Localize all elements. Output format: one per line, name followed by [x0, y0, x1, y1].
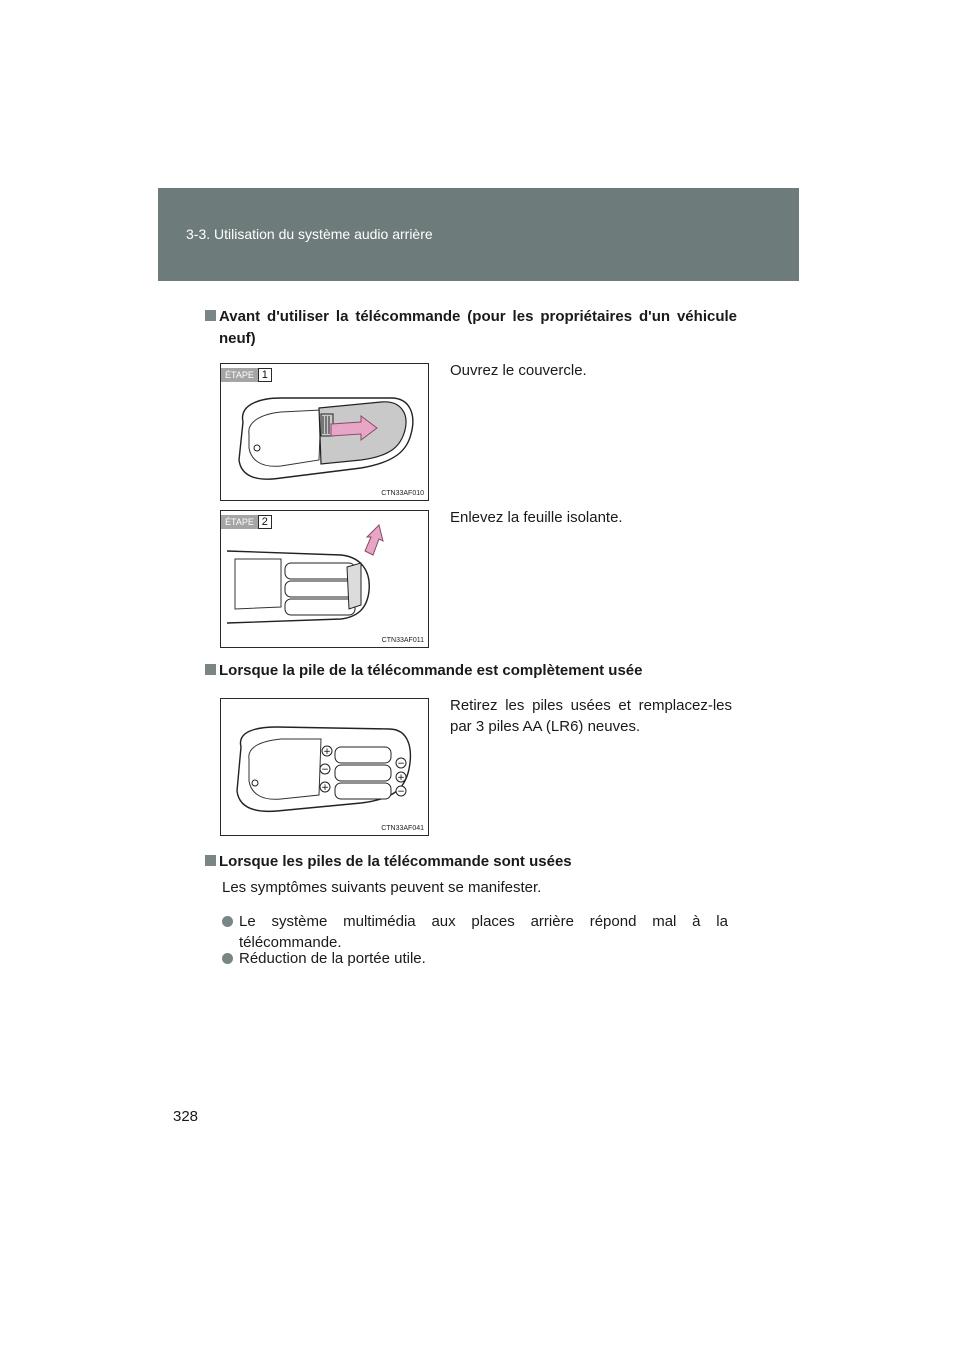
section-batteries-used [205, 851, 737, 873]
symptom-text: Réduction de la portée utile. [239, 950, 426, 967]
svg-text:+: + [321, 783, 329, 793]
svg-text:−: − [321, 765, 329, 775]
square-bullet-icon [205, 855, 216, 866]
remote-open-cover-illustration [221, 364, 428, 500]
step-badge [221, 368, 272, 382]
chapter-title: 3-3. Utilisation du système audio arrière [186, 226, 433, 242]
svg-text:−: − [397, 787, 405, 797]
symptom-item [222, 911, 728, 953]
figure-step-1 [220, 363, 429, 501]
symptom-item [222, 948, 728, 969]
round-bullet-icon [222, 916, 233, 927]
remote-batteries-illustration [221, 699, 428, 835]
square-bullet-icon [205, 310, 216, 321]
step-number: 2 [258, 515, 272, 529]
symptom-text: Le système multimédia aux places arrière répond mal à la télécommande. [239, 913, 728, 951]
step-label: ÉTAPE [221, 515, 258, 529]
section-new-vehicle [205, 306, 737, 350]
step-1-text: Ouvrez le couvercle. [450, 362, 587, 379]
figure-code: CTN33AF011 [381, 637, 424, 644]
step-label: ÉTAPE [221, 368, 258, 382]
svg-text:+: + [397, 773, 405, 783]
step-2-text: Enlevez la feuille isolante. [450, 509, 623, 526]
page-number: 328 [173, 1108, 199, 1125]
svg-text:+: + [323, 747, 331, 757]
square-bullet-icon [205, 664, 216, 675]
remote-remove-sheet-illustration [221, 511, 428, 647]
chapter-header [158, 188, 799, 281]
step-badge [221, 515, 272, 529]
figure-code: CTN33AF041 [381, 825, 424, 832]
step-number: 1 [258, 368, 272, 382]
svg-text:−: − [397, 759, 405, 769]
section-title: Avant d'utiliser la télécommande (pour les propriétaires d'un véhicule neuf) [219, 308, 737, 347]
figure-replace-batteries [220, 698, 429, 836]
replace-batteries-text: Retirez les piles usées et remplacez-les par 3 piles AA (LR6) neuves. [450, 697, 732, 735]
figure-code: CTN33AF010 [381, 490, 424, 497]
section-title: Lorsque les piles de la télécommande sont usées [219, 853, 572, 870]
round-bullet-icon [222, 953, 233, 964]
section-title: Lorsque la pile de la télécommande est complètement usée [219, 662, 643, 679]
figure-step-2 [220, 510, 429, 648]
section-battery-depleted [205, 660, 737, 682]
symptoms-intro: Les symptômes suivants peuvent se manifester. [222, 879, 542, 896]
